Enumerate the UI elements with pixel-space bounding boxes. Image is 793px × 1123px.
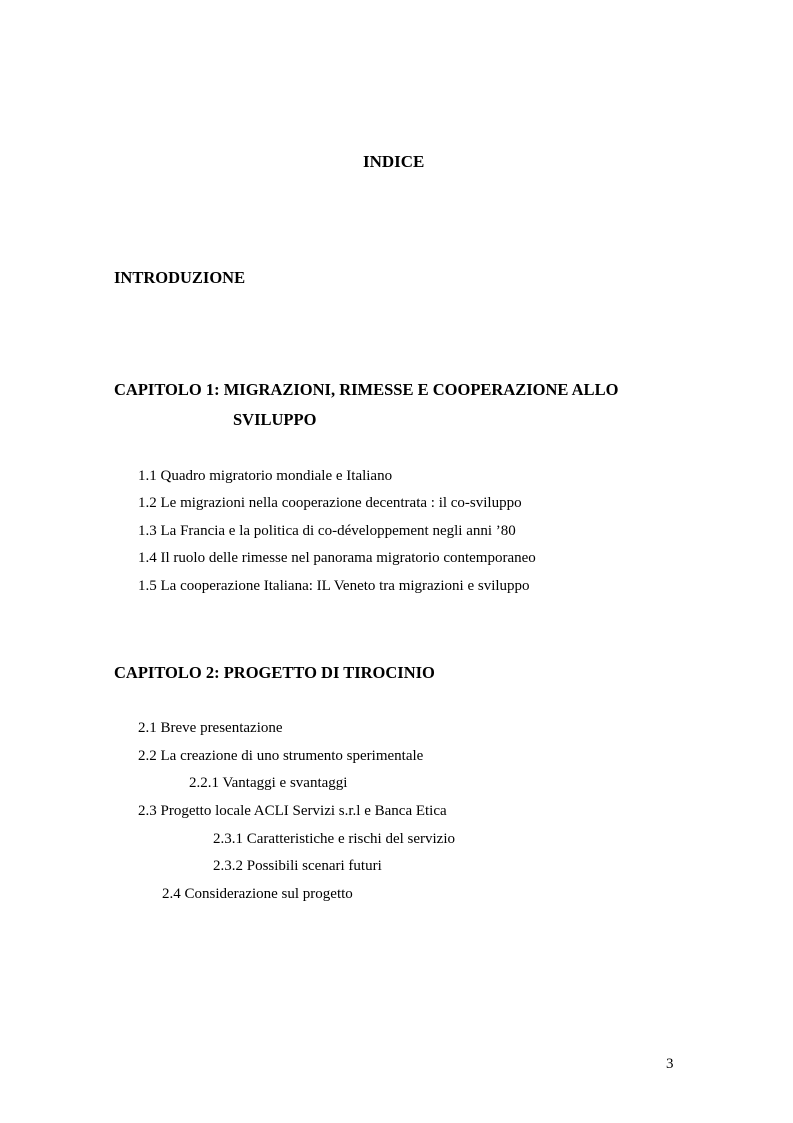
- page-number: 3: [666, 1056, 674, 1072]
- toc-entry-2-3-2: 2.3.2 Possibili scenari futuri: [213, 858, 382, 874]
- toc-entry-1-1: 1.1 Quadro migratorio mondiale e Italiano: [138, 468, 393, 484]
- chapter2-heading: CAPITOLO 2: PROGETTO DI TIROCINIO: [114, 663, 435, 682]
- chapter1-heading-line2: SVILUPPO: [233, 410, 317, 429]
- introduction-heading: INTRODUZIONE: [114, 268, 246, 287]
- toc-entry-2-1: 2.1 Breve presentazione: [138, 720, 283, 736]
- chapter1-heading-line1: CAPITOLO 1: MIGRAZIONI, RIMESSE E COOPERAZIONE ALLO: [114, 380, 619, 399]
- toc-entry-2-2: 2.2 La creazione di uno strumento sperimentale: [138, 748, 424, 764]
- toc-entry-2-4: 2.4 Considerazione sul progetto: [162, 886, 353, 902]
- toc-entry-2-2-1: 2.2.1 Vantaggi e svantaggi: [189, 775, 348, 791]
- toc-entry-2-3: 2.3 Progetto locale ACLI Servizi s.r.l e Banca Etica: [138, 803, 447, 819]
- toc-entry-1-3: 1.3 La Francia e la politica di co-développement negli anni ’80: [138, 523, 516, 539]
- toc-entry-2-3-1: 2.3.1 Caratteristiche e rischi del servizio: [213, 831, 455, 847]
- toc-entry-1-4: 1.4 Il ruolo delle rimesse nel panorama migratorio contemporaneo: [138, 550, 536, 566]
- toc-entry-1-5: 1.5 La cooperazione Italiana: IL Veneto tra migrazioni e sviluppo: [138, 578, 530, 594]
- page-title: INDICE: [363, 152, 425, 171]
- toc-entry-1-2: 1.2 Le migrazioni nella cooperazione decentrata : il co-sviluppo: [138, 495, 522, 511]
